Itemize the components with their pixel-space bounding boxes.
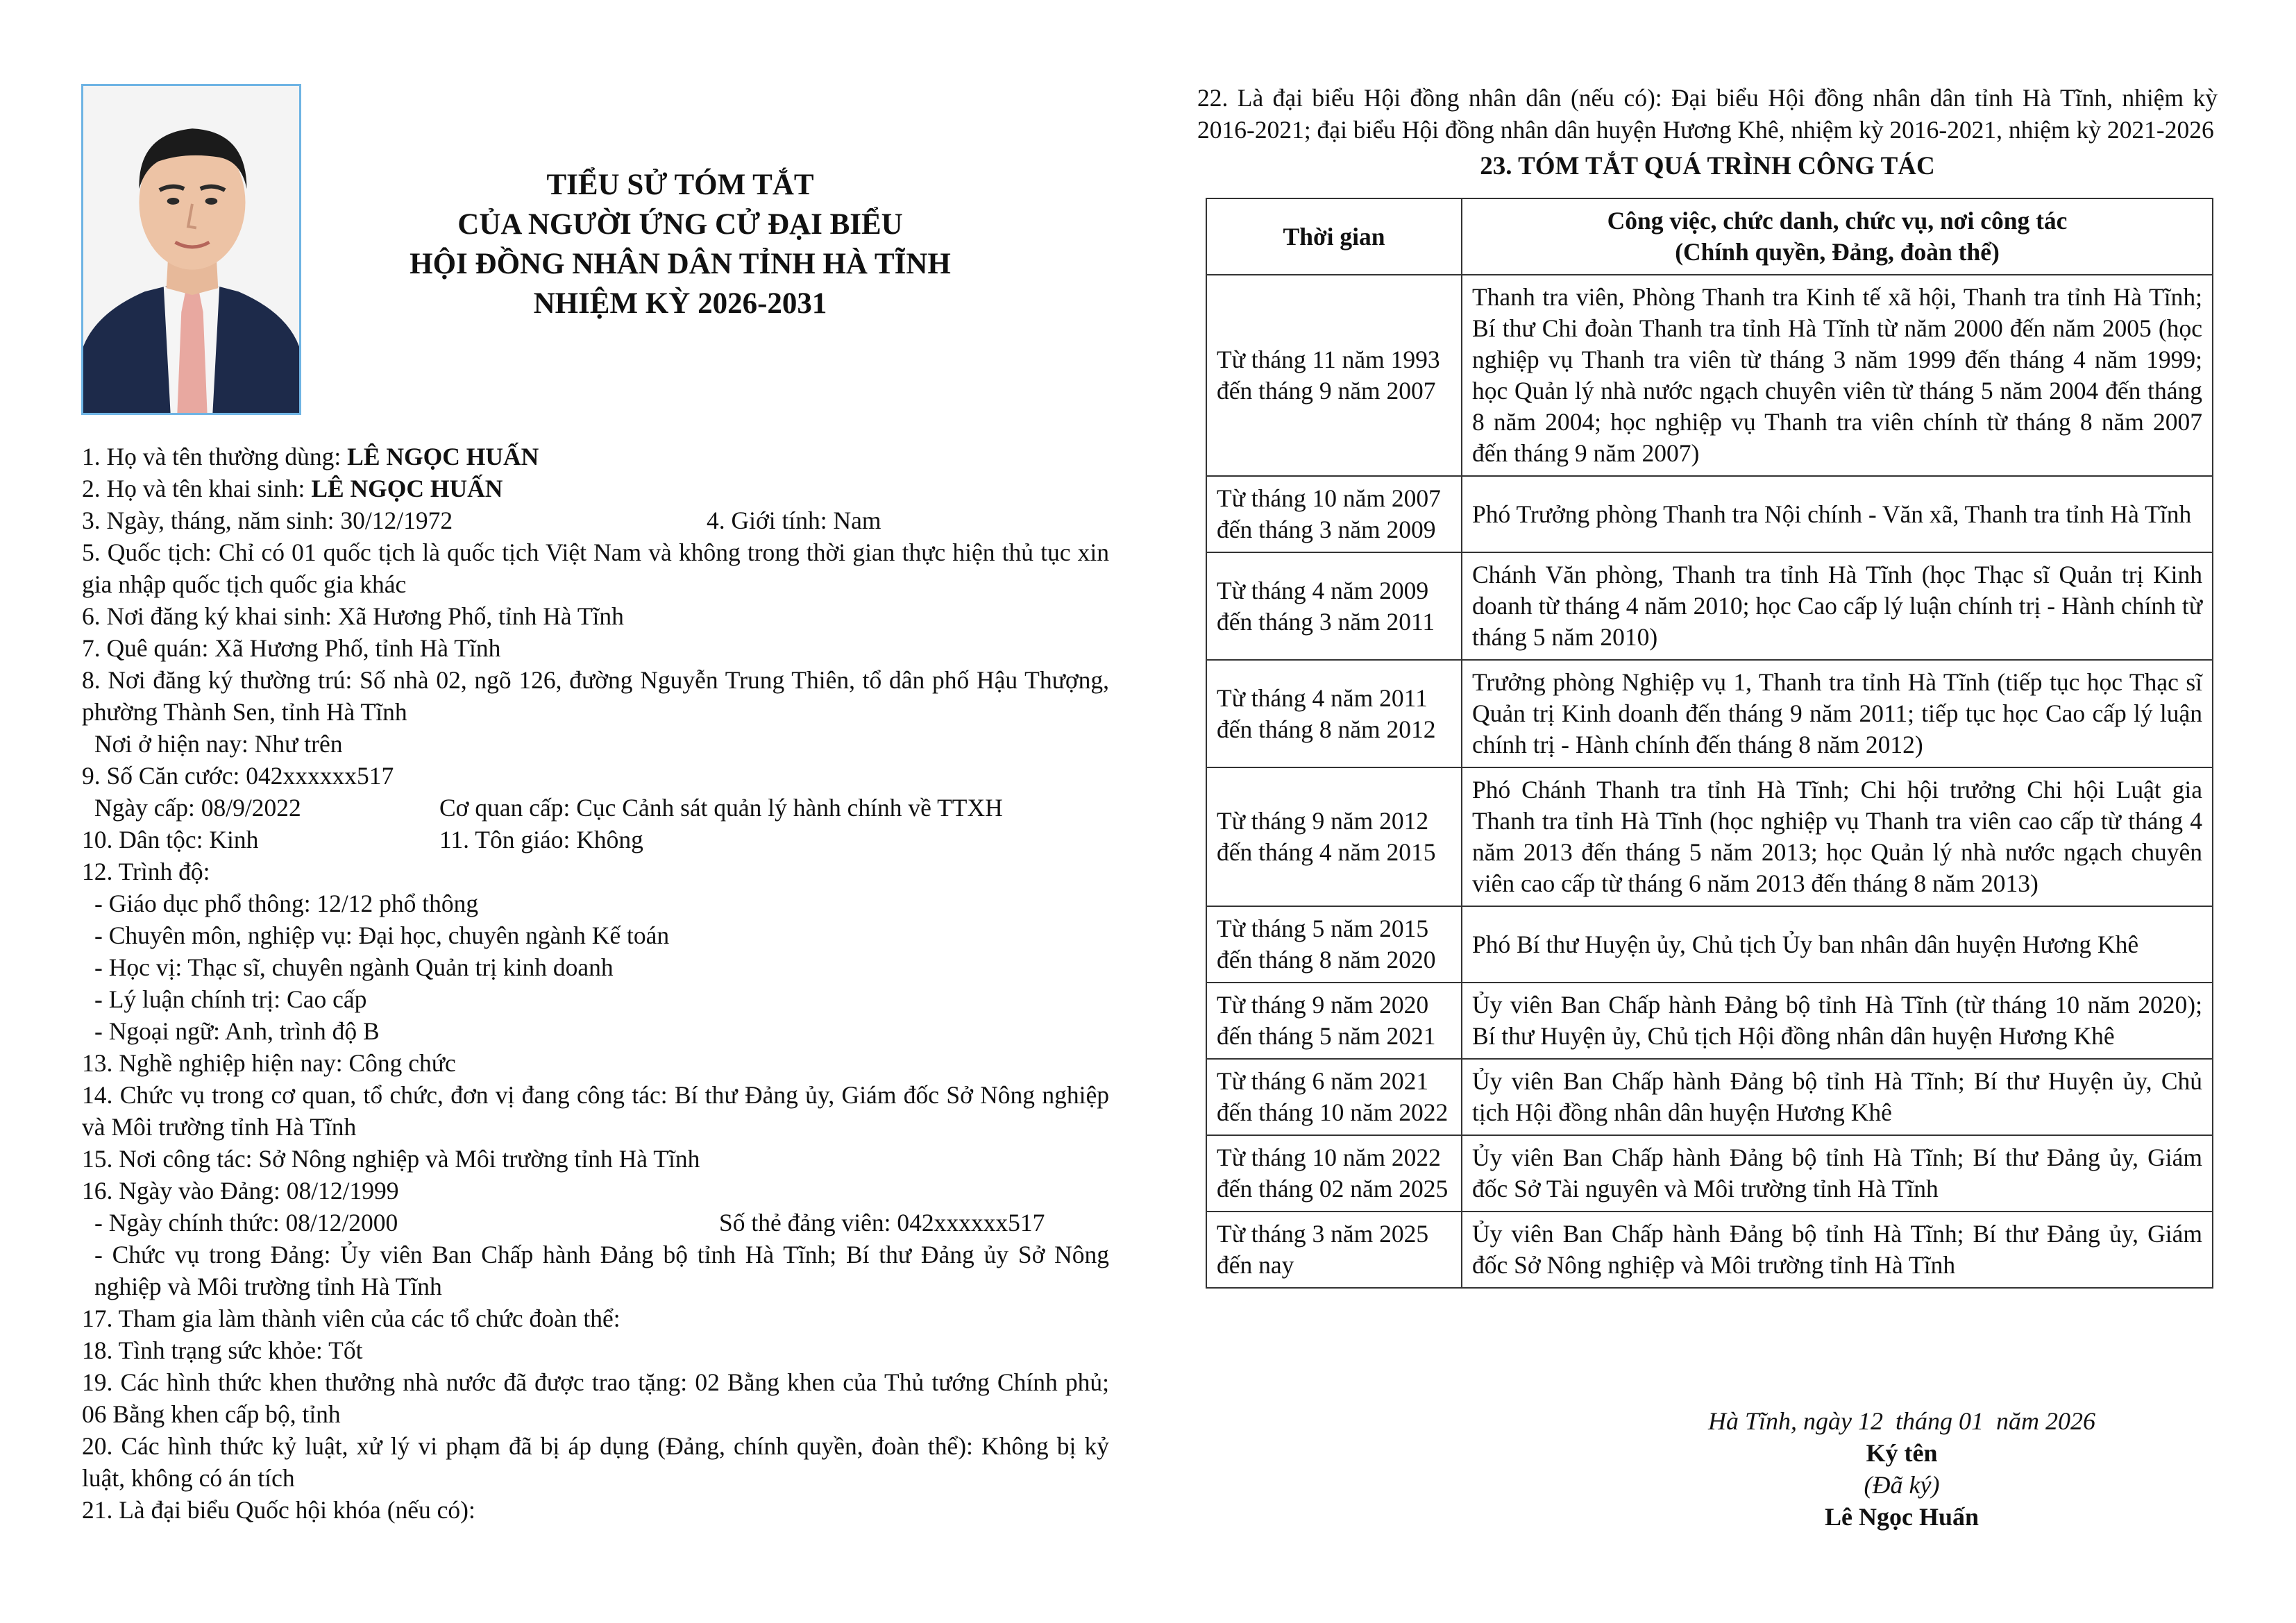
row-time: Từ tháng 4 năm 2009 đến tháng 3 năm 2011	[1206, 552, 1462, 660]
title-line-1: TIỂU SỬ TÓM TẮT	[546, 169, 814, 201]
row-work: Trưởng phòng Nghiệp vụ 1, Thanh tra tỉnh Hà Tĩnh (tiếp tục học Thạc sĩ Quản trị Kinh doanh đến tháng 9 năm 2011; tiếp tục học Cao cấp lý luận chính trị - Hành chính đến tháng 8 năm 2012)	[1462, 660, 2213, 767]
info-item-17: 17. Tham gia làm thành viên của các tổ chức đoàn thể:	[82, 1305, 621, 1332]
table-row	[1206, 983, 2213, 1059]
info-item-13: 13. Nghề nghiệp hiện nay: Công chức	[82, 1049, 456, 1077]
info-item-12a: - Giáo dục phổ thông: 12/12 phổ thông	[94, 890, 479, 917]
column-header-work: Công việc, chức danh, chức vụ, nơi công tác (Chính quyền, Đảng, đoàn thể)	[1462, 198, 2213, 275]
gender: 4. Giới tính: Nam	[707, 507, 881, 534]
personal-info	[82, 441, 1109, 1526]
info-item-1: 1. Họ và tên thường dùng: LÊ NGỌC HUẤN	[82, 443, 539, 470]
info-item-7: 7. Quê quán: Xã Hương Phố, tỉnh Hà Tĩnh	[82, 634, 501, 662]
row-time: Từ tháng 3 năm 2025 đến nay	[1206, 1212, 1462, 1288]
info-item-18: 18. Tình trạng sức khỏe: Tốt	[82, 1336, 363, 1364]
signature-block	[1520, 1405, 2284, 1533]
row-time: Từ tháng 9 năm 2012 đến tháng 4 năm 2015	[1206, 767, 1462, 906]
info-item-12b: - Chuyên môn, nghiệp vụ: Đại học, chuyên ngành Kế toán	[94, 921, 670, 949]
info-item-12c: - Học vị: Thạc sĩ, chuyên ngành Quản trị kinh doanh	[94, 953, 614, 981]
birth-name: LÊ NGỌC HUẤN	[311, 475, 503, 502]
religion: 11. Tôn giáo: Không	[439, 826, 643, 853]
info-item-3-4	[82, 504, 1109, 536]
info-item-19: 19. Các hình thức khen thưởng nhà nước đã được trao tặng: 02 Bằng khen của Thủ tướng Chính phủ; 06 Bằng khen cấp bộ, tỉnh	[82, 1368, 1109, 1428]
row-work: Phó Chánh Thanh tra tỉnh Hà Tĩnh; Chi hội trưởng Chi hội Luật gia Thanh tra tỉnh Hà Tĩnh (học nghiệp vụ Thanh tra viên cao cấp từ tháng 4 năm 2013 đến tháng 5 năm 2013; học Quản lý nhà nước ngạch chuyên viên cao cấp từ tháng 6 năm 2013 đến tháng 8 năm 2013)	[1462, 767, 2213, 906]
id-issue-agency: Cơ quan cấp: Cục Cảnh sát quản lý hành chính về TTXH	[439, 794, 1003, 822]
portrait-photo	[81, 84, 301, 415]
info-item-12d: - Lý luận chính trị: Cao cấp	[94, 985, 367, 1013]
table-row	[1206, 1212, 2213, 1288]
table-row	[1206, 552, 2213, 660]
signer-name: Lê Ngọc Huấn	[1824, 1503, 1979, 1531]
info-item-15: 15. Nơi công tác: Sở Nông nghiệp và Môi trường tỉnh Hà Tĩnh	[82, 1145, 700, 1173]
row-time: Từ tháng 11 năm 1993 đến tháng 9 năm 2007	[1206, 275, 1462, 476]
table-row	[1206, 906, 2213, 983]
title-line-4: NHIỆM KỲ 2026-2031	[533, 287, 827, 320]
info-item-12e: - Ngoại ngữ: Anh, trình độ B	[94, 1017, 380, 1045]
signed-note: (Đã ký)	[1864, 1471, 1940, 1499]
birth-date: 3. Ngày, tháng, năm sinh: 30/12/1972	[82, 507, 453, 534]
row-work: Chánh Văn phòng, Thanh tra tỉnh Hà Tĩnh (học Thạc sĩ Quản trị Kinh doanh từ tháng 4 năm 2010; học Cao cấp lý luận chính trị - Hành chính từ tháng 5 năm 2010)	[1462, 552, 2213, 660]
info-item-12: 12. Trình độ:	[82, 858, 210, 885]
row-work: Ủy viên Ban Chấp hành Đảng bộ tỉnh Hà Tĩnh; Bí thư Đảng ủy, Giám đốc Sở Nông nghiệp và Môi trường tỉnh Hà Tĩnh	[1462, 1212, 2213, 1288]
table-row	[1206, 660, 2213, 767]
ethnicity: 10. Dân tộc: Kinh	[82, 826, 259, 853]
work-history-title: 23. TÓM TẮT QUÁ TRÌNH CÔNG TÁC	[1480, 152, 1935, 180]
row-time: Từ tháng 5 năm 2015 đến tháng 8 năm 2020	[1206, 906, 1462, 983]
table-row	[1206, 1059, 2213, 1135]
info-item-20: 20. Các hình thức kỷ luật, xử lý vi phạm đã bị áp dụng (Đảng, chính quyền, đoàn thể): Không bị kỷ luật, không có án tích	[82, 1432, 1109, 1492]
info-item-22: 22. Là đại biểu Hội đồng nhân dân (nếu có): Đại biểu Hội đồng nhân dân tỉnh Hà Tĩnh, nhiệm kỳ 2016-2021; đại biểu Hội đồng nhân dân huyện Hương Khê, nhiệm kỳ 2016-2021, nhiệm kỳ 2021-2026	[1197, 84, 2218, 144]
table-header-row	[1206, 198, 2213, 275]
title-line-3: HỘI ĐỒNG NHÂN DÂN TỈNH HÀ TĨNH	[410, 248, 951, 280]
column-header-time: Thời gian	[1206, 198, 1462, 275]
info-item-16b: - Chức vụ trong Đảng: Ủy viên Ban Chấp hành Đảng bộ tỉnh Hà Tĩnh; Bí thư Đảng ủy Sở Nông nghiệp và Môi trường tỉnh Hà Tĩnh	[94, 1241, 1109, 1300]
party-card: Số thẻ đảng viên: 042xxxxxx517	[719, 1209, 1045, 1237]
info-item-5: 5. Quốc tịch: Chỉ có 01 quốc tịch là quốc tịch Việt Nam và không trong thời gian thực hiện thủ tục xin gia nhập quốc tịch quốc gia khác	[82, 538, 1109, 598]
info-item-9: 9. Số Căn cước: 042xxxxxx517	[82, 762, 394, 790]
info-item-14: 14. Chức vụ trong cơ quan, tổ chức, đơn vị đang công tác: Bí thư Đảng ủy, Giám đốc Sở Nông nghiệp và Môi trường tỉnh Hà Tĩnh	[82, 1081, 1109, 1141]
info-item-8b: Nơi ở hiện nay: Như trên	[94, 730, 343, 758]
sign-label: Ký tên	[1866, 1439, 1938, 1467]
row-time: Từ tháng 4 năm 2011 đến tháng 8 năm 2012	[1206, 660, 1462, 767]
row-work: Ủy viên Ban Chấp hành Đảng bộ tỉnh Hà Tĩnh; Bí thư Huyện ủy, Chủ tịch Hội đồng nhân dân huyện Hương Khê	[1462, 1059, 2213, 1135]
work-history-table	[1206, 198, 2213, 1289]
row-work: Phó Bí thư Huyện ủy, Chủ tịch Ủy ban nhân dân huyện Hương Khê	[1462, 906, 2213, 983]
id-issue-date: Ngày cấp: 08/9/2022	[94, 794, 301, 822]
row-work: Ủy viên Ban Chấp hành Đảng bộ tỉnh Hà Tĩnh (từ tháng 10 năm 2020); Bí thư Huyện ủy, Chủ tịch Hội đồng nhân dân huyện Hương Khê	[1462, 983, 2213, 1059]
info-item-9-issue	[82, 792, 1109, 824]
place-date: Hà Tĩnh, ngày 12 tháng 01 năm 2026	[1708, 1407, 2095, 1435]
row-work: Thanh tra viên, Phòng Thanh tra Kinh tế xã hội, Thanh tra tỉnh Hà Tĩnh; Bí thư Chi đoàn Thanh tra tỉnh Hà Tĩnh từ năm 2000 đến năm 2005 (học nghiệp vụ Thanh tra viên từ tháng 3 năm 1999 đến tháng 4 năm 1999; học Quản lý nhà nước ngạch chuyên viên từ tháng 5 năm 2004 đến tháng 8 năm 2004; học nghiệp vụ Thanh tra viên chính từ tháng 8 năm 2007 đến tháng 9 năm 2007)	[1462, 275, 2213, 476]
info-item-21: 21. Là đại biểu Quốc hội khóa (nếu có):	[82, 1496, 475, 1524]
row-time: Từ tháng 10 năm 2022 đến tháng 02 năm 2025	[1206, 1135, 1462, 1212]
table-row	[1206, 767, 2213, 906]
row-time: Từ tháng 9 năm 2020 đến tháng 5 năm 2021	[1206, 983, 1462, 1059]
row-time: Từ tháng 6 năm 2021 đến tháng 10 năm 2022	[1206, 1059, 1462, 1135]
info-item-8: 8. Nơi đăng ký thường trú: Số nhà 02, ngõ 126, đường Nguyễn Trung Thiên, tổ dân phố Hậu Thượng, phường Thành Sen, tỉnh Hà Tĩnh	[82, 666, 1109, 726]
info-item-2: 2. Họ và tên khai sinh: LÊ NGỌC HUẤN	[82, 475, 503, 502]
info-item-16a	[82, 1207, 1109, 1239]
table-row	[1206, 275, 2213, 476]
official-date: - Ngày chính thức: 08/12/2000	[94, 1209, 398, 1237]
info-item-6: 6. Nơi đăng ký khai sinh: Xã Hương Phố, tỉnh Hà Tĩnh	[82, 602, 624, 630]
portrait-image	[83, 86, 299, 413]
right-column	[1197, 82, 2218, 185]
info-item-10-11	[82, 824, 1109, 856]
info-item-16: 16. Ngày vào Đảng: 08/12/1999	[82, 1177, 399, 1205]
title-line-2: CỦA NGƯỜI ỨNG CỬ ĐẠI BIỂU	[457, 208, 903, 241]
row-work: Ủy viên Ban Chấp hành Đảng bộ tỉnh Hà Tĩnh; Bí thư Đảng ủy, Giám đốc Sở Tài nguyên và Môi trường tỉnh Hà Tĩnh	[1462, 1135, 2213, 1212]
table-row	[1206, 1135, 2213, 1212]
document-title	[326, 165, 1034, 323]
row-time: Từ tháng 10 năm 2007 đến tháng 3 năm 2009	[1206, 476, 1462, 552]
common-name: LÊ NGỌC HUẤN	[347, 443, 539, 470]
table-row	[1206, 476, 2213, 552]
row-work: Phó Trưởng phòng Thanh tra Nội chính - Văn xã, Thanh tra tỉnh Hà Tĩnh	[1462, 476, 2213, 552]
